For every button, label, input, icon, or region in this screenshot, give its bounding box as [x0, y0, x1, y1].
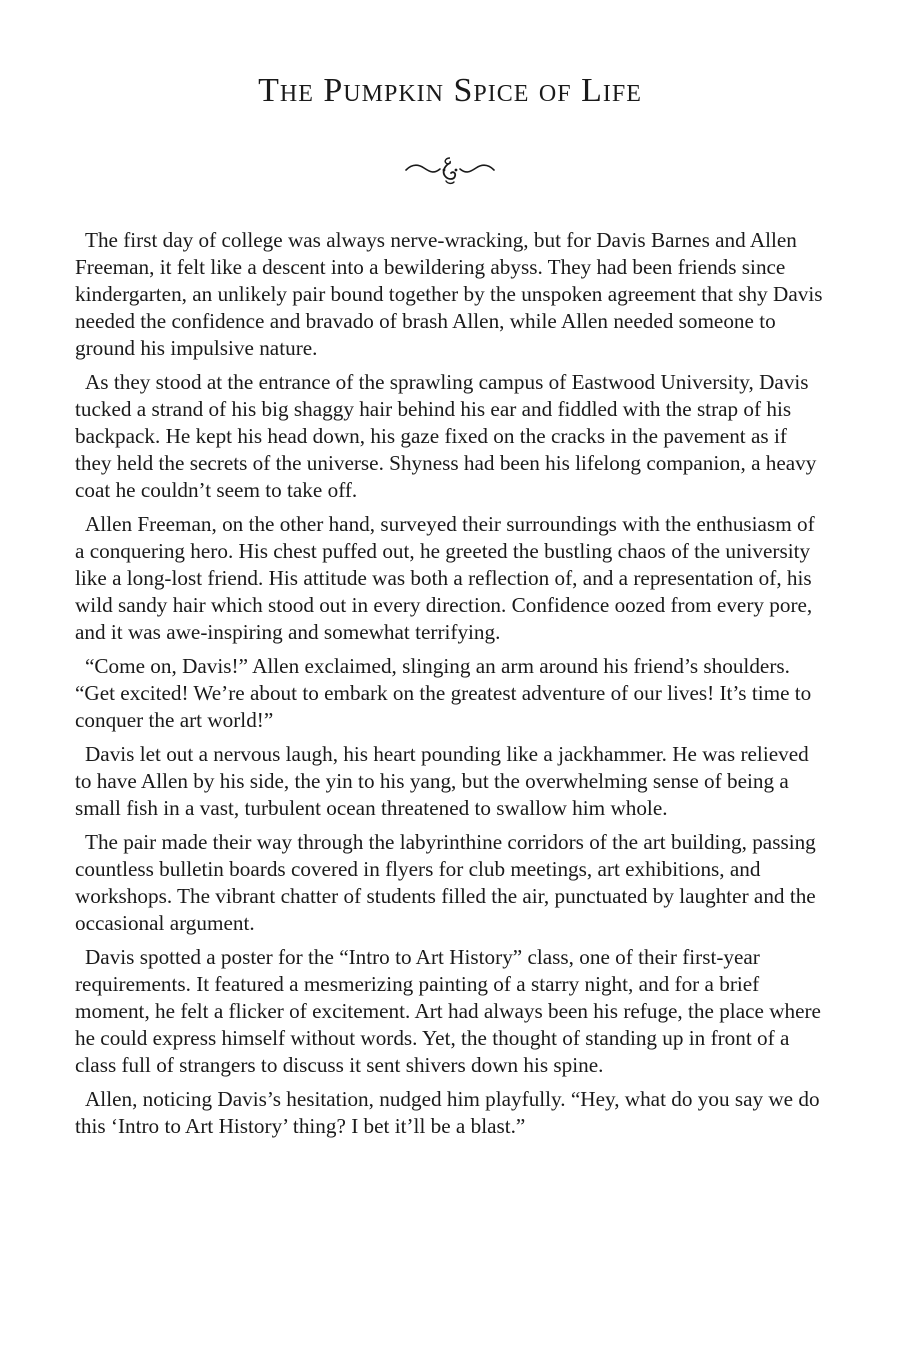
paragraph: Davis let out a nervous laugh, his heart pounding like a jackhammer. He was relieved to have Allen by his side, the yin to his yang, but the overwhelming sense of being a small fish in a vast, turbulent ocean threatened to swallow him whole.: [75, 742, 809, 820]
paragraph: The pair made their way through the labyrinthine corridors of the art building, passing countless bulletin boards covered in flyers for club meetings, art exhibitions, and workshops. The vibrant chatter of students filled the air, punctuated by laughter and the occasional argument.: [75, 830, 816, 935]
chapter-body: [75, 227, 827, 1147]
chapter-title: The Pumpkin Spice of Life: [258, 72, 642, 109]
paragraph: Allen Freeman, on the other hand, surveyed their surroundings with the enthusiasm of a conquering hero. His chest puffed out, he greeted the bustling chaos of the university like a long-lost friend. His attitude was both a reflection of, and a representation of, his wild sandy hair which stood out in every direction. Confidence oozed from every pore, and it was awe-inspiring and somewhat terrifying.: [75, 512, 815, 644]
paragraph: Davis spotted a poster for the “Intro to Art History” class, one of their first-year requirements. It featured a mesmerizing painting of a starry night, and for a brief moment, he felt a flicker of excitement. Art had always been his refuge, the place where he could express himself without words. Yet, the thought of standing up in front of a class full of strangers to discuss it sent shivers down his spine.: [75, 945, 821, 1077]
paragraph: Allen, noticing Davis’s hesitation, nudged him playfully. “Hey, what do you say we do this ‘Intro to Art History’ thing? I bet it’ll be a blast.”: [75, 1087, 820, 1138]
flourish-divider-icon: [400, 150, 500, 190]
paragraph: “Come on, Davis!” Allen exclaimed, slinging an arm around his friend’s shoulders. “Get excited! We’re about to embark on the greatest adventure of our lives! It’s time to conquer the art world!”: [75, 654, 812, 732]
paragraph: As they stood at the entrance of the sprawling campus of Eastwood University, Davis tucked a strand of his big shaggy hair behind his ear and fiddled with the strap of his backpack. He kept his head down, his gaze fixed on the cracks in the pavement as if they held the secrets of the universe. Shyness had been his lifelong companion, a heavy coat he couldn’t seem to take off.: [75, 370, 817, 502]
paragraph: The first day of college was always nerve-wracking, but for Davis Barnes and Allen Freeman, it felt like a descent into a bewildering abyss. They had been friends since kindergarten, an unlikely pair bound together by the unspoken agreement that shy Davis needed the confidence and bravado of brash Allen, while Allen needed someone to ground his impulsive nature.: [75, 228, 823, 360]
